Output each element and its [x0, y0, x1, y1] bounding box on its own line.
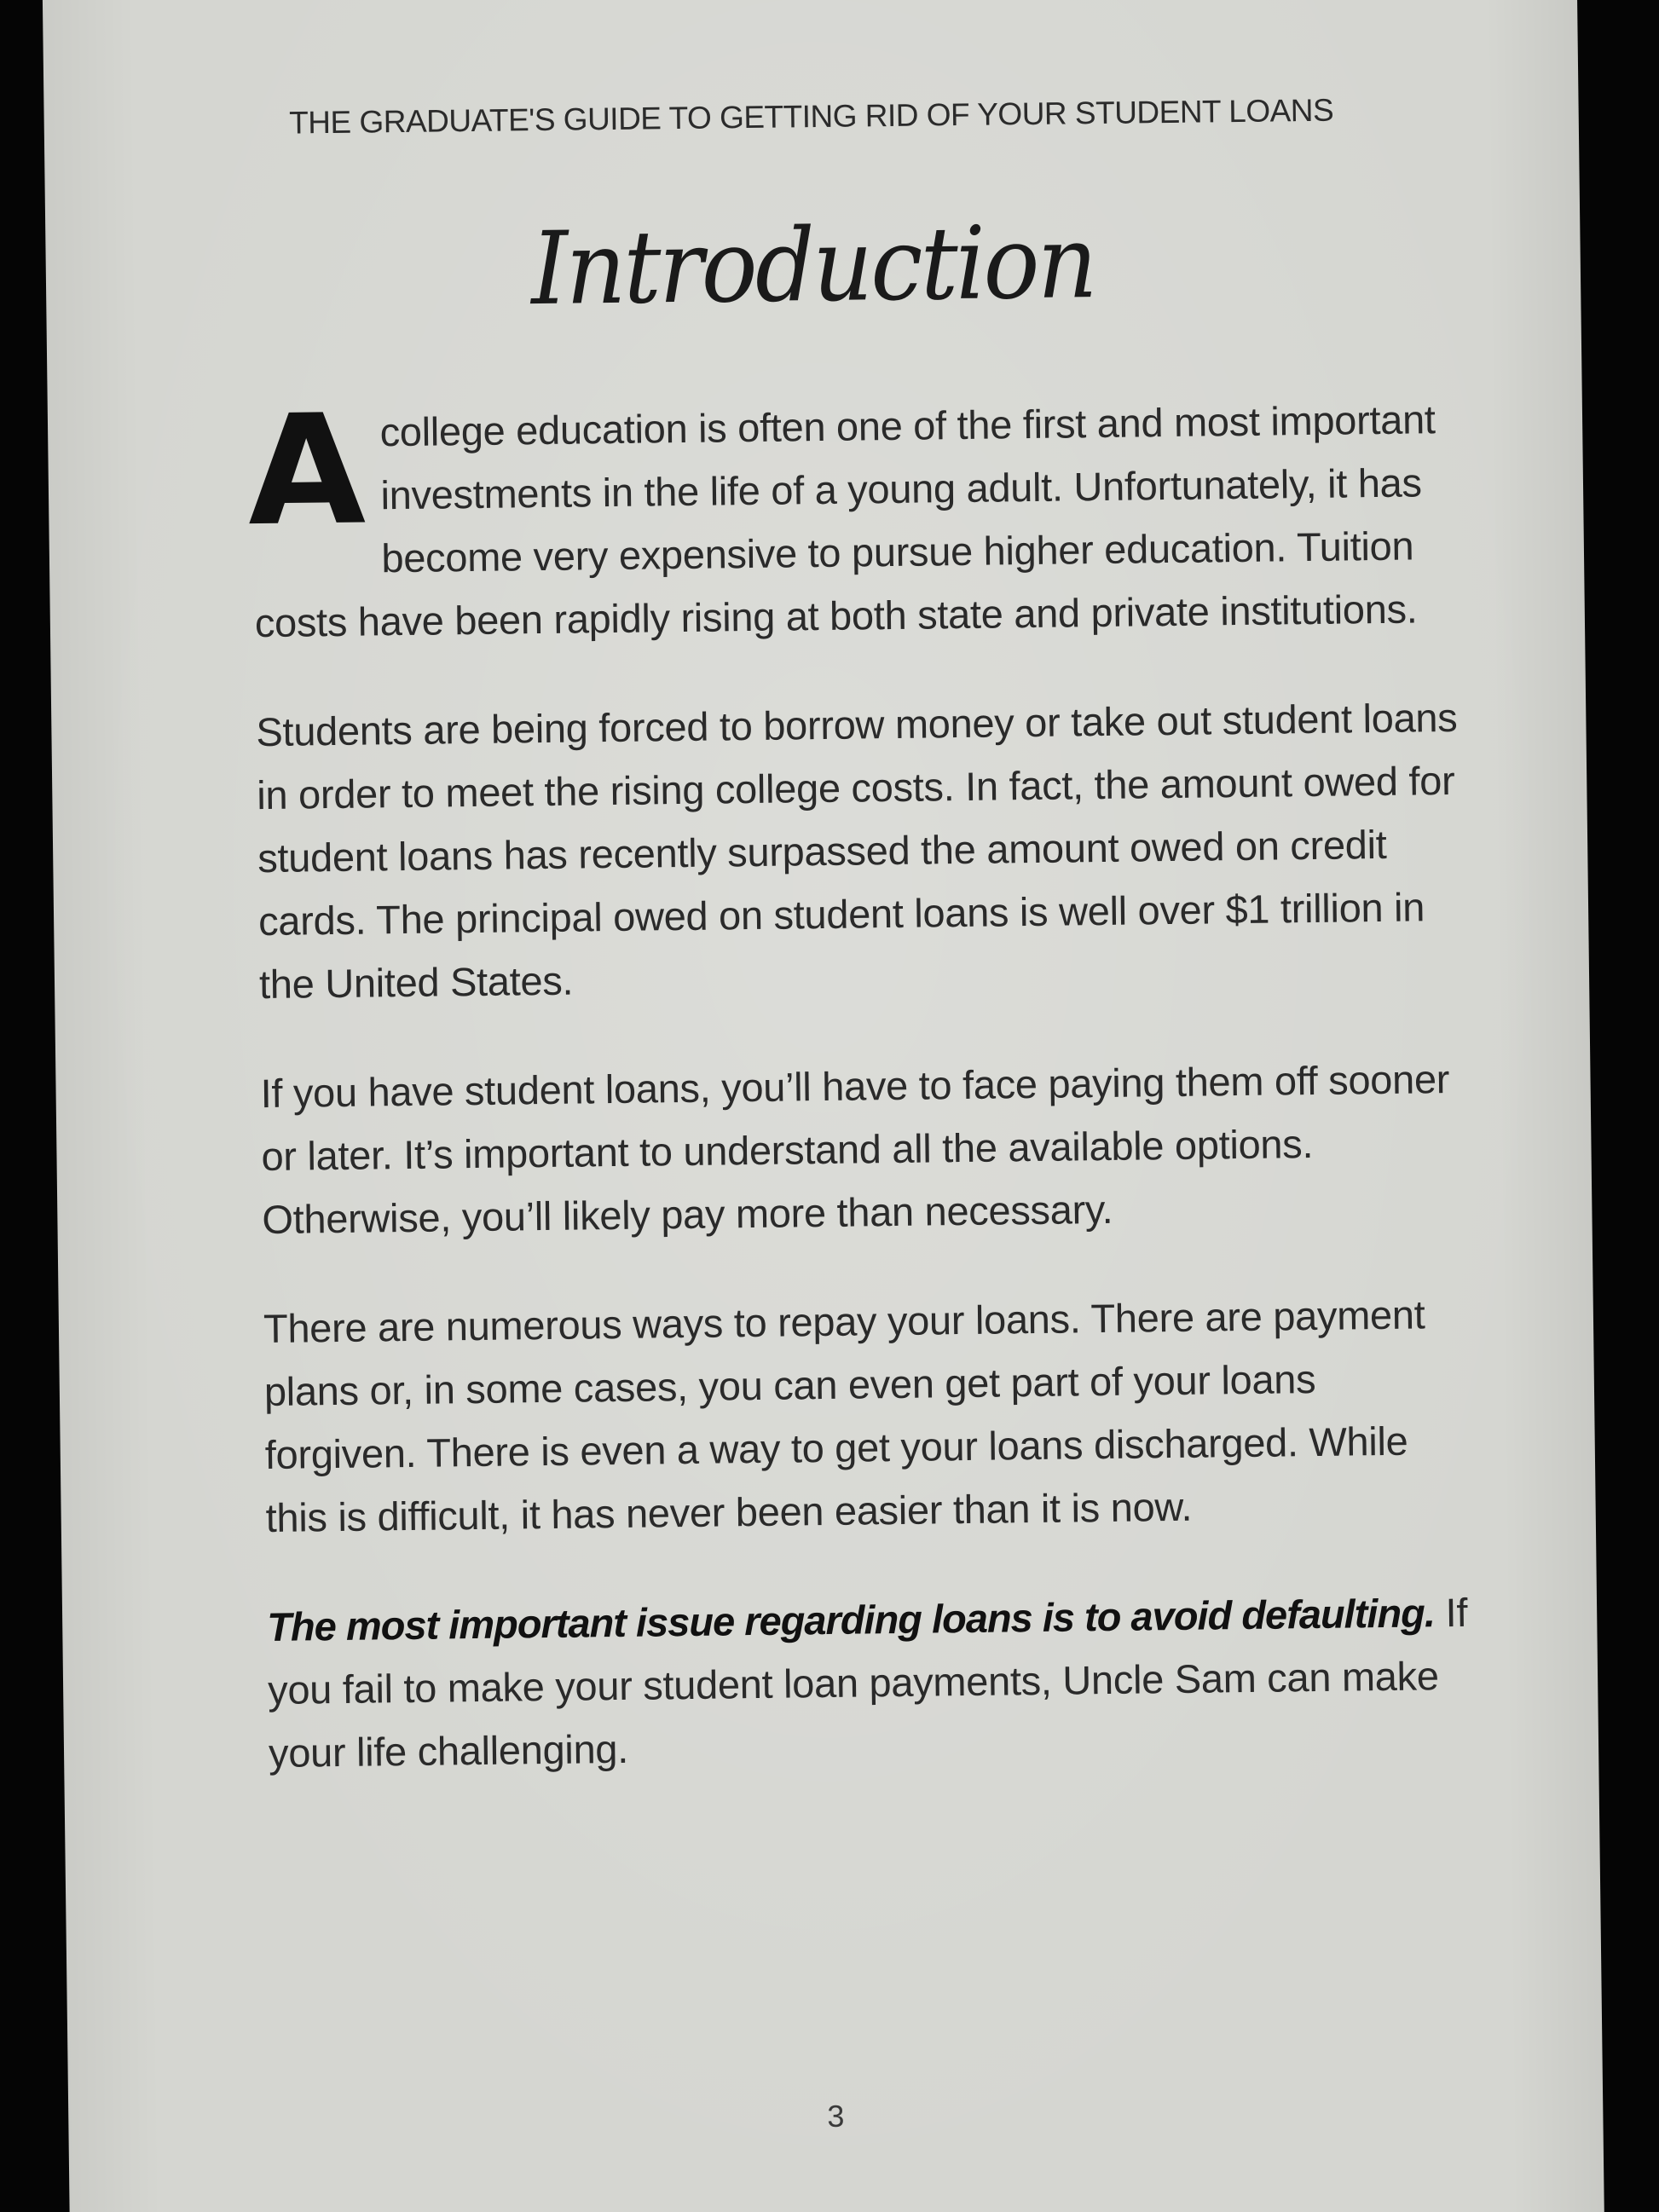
paragraph-1-text: college education is often one of the first and most important investments in the life of a young adult. Unfortunately, it has become very expensive to pursue higher education. Tuition costs have been rapidly rising at both state and private institutions.: [254, 396, 1436, 646]
paragraph-1: [246, 381, 1458, 655]
paragraph-2: Students are being forced to borrow money or take out student loans in order to meet the rising college costs. In fact, the amount owed for student loans has recently surpassed the amount owed on credit cards. The principal owed on student loans is well over $1 trillion in the United States.: [256, 694, 1458, 1008]
paragraph-5-text: If you fail to make your student loan payments, Uncle Sam can make your life challenging.: [267, 1589, 1468, 1776]
running-header: THE GRADUATE'S GUIDE TO GETTING RID OF YOUR STUDENT LOANS: [288, 92, 1334, 141]
chapter-title: Introduction: [530, 203, 1096, 328]
emphasis-text: The most important issue regarding loans is to avoid defaulting.: [266, 1590, 1436, 1650]
ebook-page[interactable]: [43, 0, 1604, 2212]
paragraph-3: If you have student loans, you’ll have to face paying them off sooner or later. It’s important to understand all the available options. Otherwise, you’ll likely pay more than necessary.: [260, 1056, 1450, 1243]
paragraph-4: There are numerous ways to repay your loans. There are payment plans or, in some cases, you can even get part of your loans forgiven. There is even a way to get your loans discharged. While this is difficult, it has never been easier than it is now.: [263, 1291, 1425, 1541]
page-number: 3: [827, 2098, 845, 2134]
drop-cap: A: [246, 381, 367, 560]
chapter-body: [246, 381, 1471, 1831]
paragraph-5: [267, 1581, 1471, 1785]
